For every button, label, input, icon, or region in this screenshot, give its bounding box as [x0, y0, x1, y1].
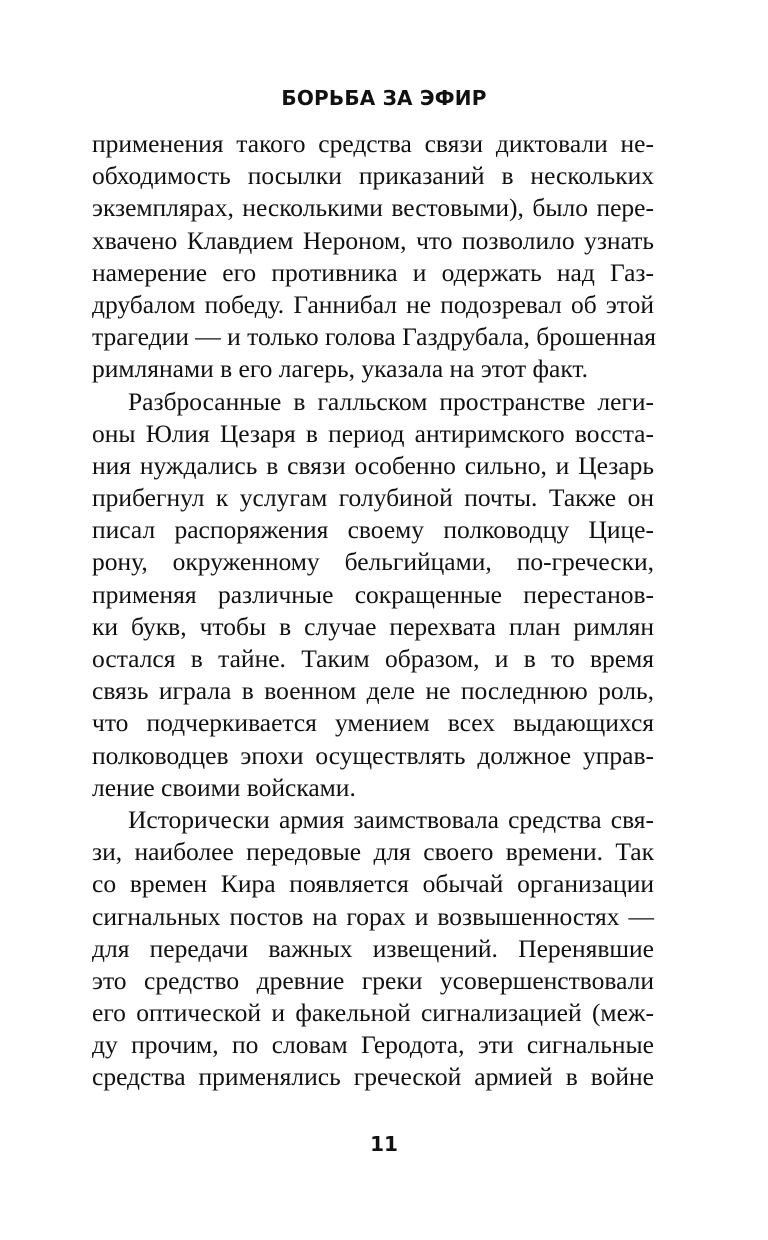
- paragraph-2: [92, 386, 654, 804]
- text-line: римлянами в его лагерь, указала на этот факт.: [92, 354, 589, 384]
- text-line: друбалом победу. Ганнибал не подозревал об этой: [92, 289, 654, 319]
- text-line: для передачи важных извещений. Перенявшие: [92, 933, 654, 963]
- text-line: сигнальных постов на горах и возвышенностях —: [92, 901, 654, 931]
- text-line: это средство древние греки усовершенствовали: [92, 965, 654, 995]
- text-line: остался в тайне. Таким образом, и в то время: [92, 644, 654, 673]
- text-line: ду прочим, по словам Геродота, эти сигнальные: [92, 1030, 654, 1060]
- text-line: экземплярах, несколькими вестовыми), было пере-: [92, 193, 654, 223]
- text-line: рону, окруженному бельгийцами, по-гречески,: [92, 547, 654, 577]
- text-line: прибегнул к услугам голубиной почты. Также он: [92, 483, 654, 513]
- text-line: со времен Кира появляется обычай организации: [92, 869, 654, 899]
- text-line: средства применялись греческой армией в войне: [92, 1062, 654, 1092]
- text-line: полководцев эпохи осуществлять должное управ-: [92, 740, 654, 770]
- text-line: писал распоряжения своему полководцу Цице-: [92, 515, 654, 545]
- running-head: БОРЬБА ЗА ЭФИР: [281, 86, 487, 110]
- text-line: применения такого средства связи диктовали не-: [92, 129, 654, 158]
- text-line: хвачено Клавдием Нероном, что позволило узнать: [92, 225, 654, 255]
- text-line: связь играла в военном деле не последнюю роль,: [92, 676, 654, 706]
- body-text: [92, 128, 654, 1094]
- text-line: Разбросанные в галльском пространстве леги-: [128, 386, 654, 416]
- text-line: ление своими войсками.: [92, 772, 356, 802]
- page-number: 11: [370, 1132, 398, 1156]
- text-line: ния нуждались в связи особенно сильно, и Цезарь: [92, 450, 654, 480]
- text-line: трагедии — и только голова Газдрубала, брошенная: [92, 322, 656, 352]
- text-line: его оптической и факельной сигнализацией (меж-: [92, 998, 654, 1028]
- text-line: оны Юлия Цезаря в период антиримского восста-: [92, 418, 654, 448]
- text-line: что подчеркивается умением всех выдающихся: [92, 708, 654, 738]
- text-line: намерение его противника и одержать над Газ-: [92, 257, 654, 287]
- text-line: Исторически армия заимствовала средства свя-: [128, 804, 654, 834]
- text-line: обходимость посылки приказаний в нескольких: [92, 161, 654, 191]
- paragraph-3: [92, 804, 654, 1094]
- text-line: зи, наиболее передовые для своего времени. Так: [92, 837, 654, 867]
- paragraph-1: [92, 128, 654, 386]
- text-line: ки букв, чтобы в случае перехвата план римлян: [92, 611, 654, 641]
- text-line: применяя различные сокращенные перестанов-: [92, 579, 654, 609]
